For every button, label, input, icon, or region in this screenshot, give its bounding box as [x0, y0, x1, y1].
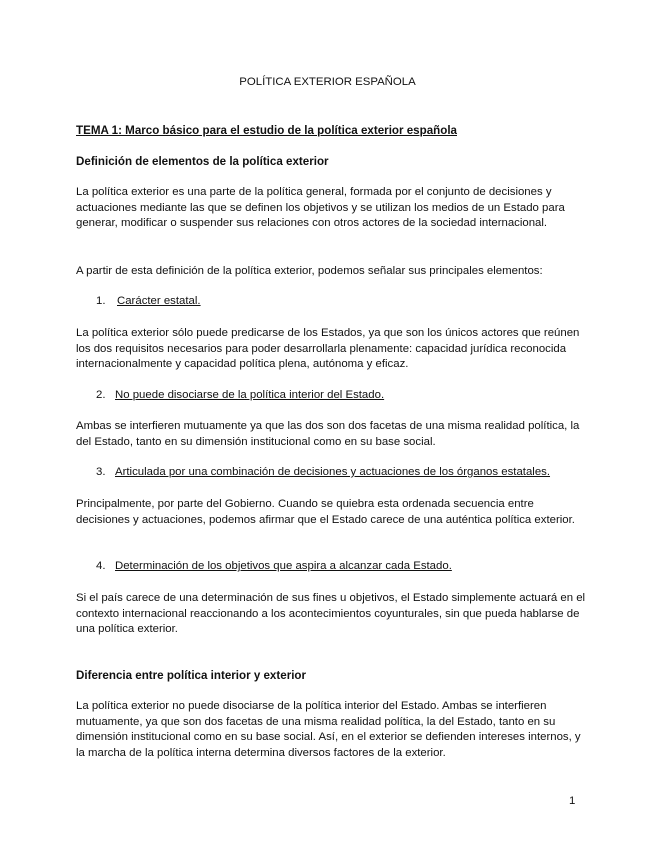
list-item-text-1: La política exterior sólo puede predicarse de los Estados, ya que son los únicos actores que reúnen los dos requisitos necesarios para poder desarrollarla plenamente: capacidad jurídica reconocida internacionalmente y capacidad política plena, autónoma y eficaz. — [76, 327, 580, 371]
list-item-text-3: Principalmente, por parte del Gobierno. Cuando se quiebra esta ordenada secuencia entre decisiones y actuaciones, podemos afirmar que el Estado carece de una auténtica política exterior. — [76, 498, 575, 526]
paragraph-definition: La política exterior es una parte de la política general, formada por el conjunto de decisiones y actuaciones mediante las que se definen los objetivos y se utilizan los medios de un Estado para generar, modificar o suspender sus relaciones con otros actores de la sociedad internacional. — [76, 186, 565, 230]
tema-heading: TEMA 1: Marco básico para el estudio de la política exterior española — [76, 124, 457, 137]
list-number-4: 4. — [96, 560, 106, 572]
list-number-1: 1. — [96, 295, 106, 307]
list-number-3: 3. — [96, 466, 106, 478]
list-item-title-4: Determinación de los objetivos que aspira a alcanzar cada Estado. — [115, 560, 452, 572]
list-number-2: 2. — [96, 389, 106, 401]
section-heading-difference: Diferencia entre política interior y exterior — [76, 669, 307, 682]
paragraph-difference: La política exterior no puede disociarse de la política interior del Estado. Ambas se interfieren mutuamente, ya que son dos facetas de una misma realidad política, la del Estado, tanto en su dimensión institucional como en su base social. Así, en el exterior se defienden intereses internos, y la marcha de la política interna determina diversos factores de la exterior. — [76, 700, 581, 759]
paragraph-intro-elements: A partir de esta definición de la política exterior, podemos señalar sus principales elementos: — [76, 265, 543, 277]
list-item-title-3: Articulada por una combinación de decisiones y actuaciones de los órganos estatales. — [115, 466, 551, 478]
list-item-text-2: Ambas se interfieren mutuamente ya que las dos son dos facetas de una misma realidad política, la del Estado, tanto en su dimensión institucional como en su base social. — [76, 420, 580, 448]
list-item-text-4: Si el país carece de una determinación de sus fines u objetivos, el Estado simplemente actuará en el contexto internacional reaccionando a los acontecimientos coyunturales, sin que pueda hablarse de una política exterior. — [76, 592, 586, 636]
document-title: POLÍTICA EXTERIOR ESPAÑOLA — [239, 76, 416, 88]
page-number: 1 — [569, 795, 576, 807]
list-item-title-2: No puede disociarse de la política interior del Estado. — [115, 389, 385, 401]
section-heading-definition: Definición de elementos de la política exterior — [76, 155, 329, 168]
list-item-title-1: Carácter estatal. — [117, 295, 201, 307]
